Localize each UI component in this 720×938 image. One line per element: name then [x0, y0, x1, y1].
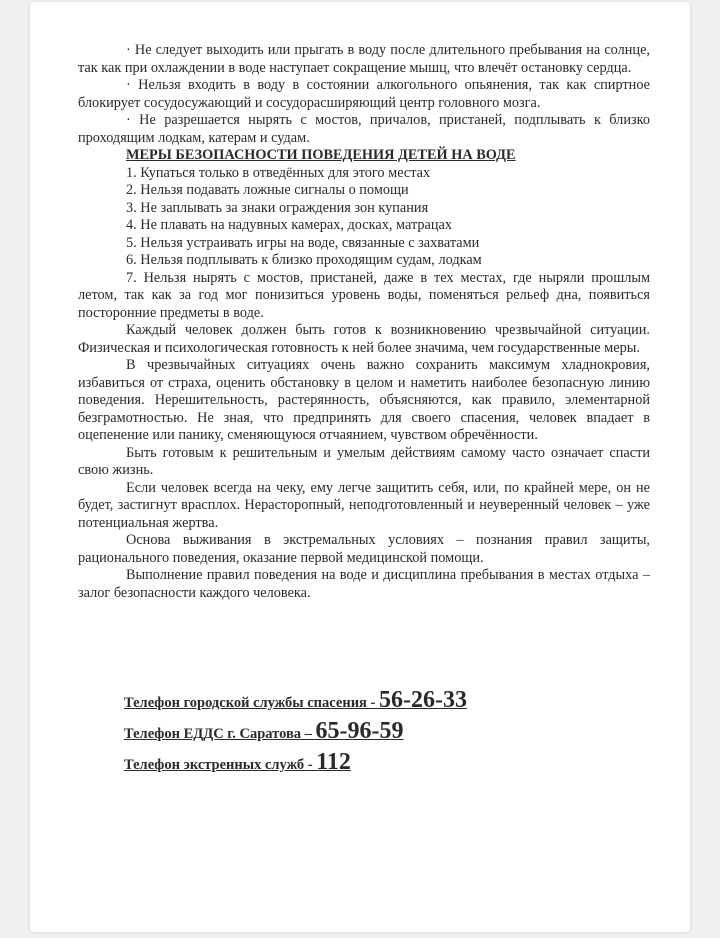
rule-item: 1. Купаться только в отведённых для этого местах: [126, 164, 431, 181]
paragraph-diving-warning: · Не разрешается нырять с мостов, причалов, пристаней, подплывать к близко проходящим лодкам, катерам и судам.: [78, 112, 650, 146]
rule-item: 2. Нельзя подавать ложные сигналы о помощи: [126, 182, 409, 198]
rule-item: 5. Нельзя устраивать игры на воде, связанные с захватами: [126, 234, 480, 251]
contact-label: Телефон городской службы спасения -: [124, 695, 379, 711]
rules-list: [78, 165, 650, 323]
contact-edds-saratov: [124, 718, 467, 745]
contact-emergency-services: [124, 749, 467, 776]
document-page: [30, 2, 690, 932]
paragraph-emergency-behavior: В чрезвычайных ситуациях очень важно сохранить максимум хладнокровия, избавиться от страха, оценить обстановку в целом и наметить наиболее безопасную линию поведения. Нерешительность, растерянность, объясняются, как правило, элементарной безграмотностью. Не зная, что предпринять для своего спасения, человек впадает в оцепенение или панику, сменяющуюся отчаянием, чувством обречённости.: [78, 357, 650, 443]
phone-number[interactable]: 112: [316, 749, 351, 775]
phone-number[interactable]: 65-96-59: [315, 718, 404, 744]
rule-item: 4. Не плавать на надувных камерах, досках, матрацах: [126, 217, 453, 233]
contact-rescue-service: [124, 687, 467, 714]
contact-label: Телефон экстренных служб -: [124, 757, 317, 773]
paragraph-alertness: Если человек всегда на чеку, ему легче защитить себя, или, по крайней мере, он не будет, застигнут врасплох. Нерасторопный, неподготовленный и неуверенный человек – уже потенциальная жертва.: [78, 479, 650, 531]
section-heading: МЕРЫ БЕЗОПАСНОСТИ ПОВЕДЕНИЯ ДЕТЕЙ НА ВОДЕ: [126, 147, 516, 163]
paragraph-sun-warning: · Не следует выходить или прыгать в воду после длительного пребывания на солнце, так как при охлаждении в воде наступает сокращение мышц, что влечёт остановку сердца.: [78, 42, 650, 76]
paragraph-conclusion: Выполнение правил поведения на воде и дисциплина пребывания в местах отдыха – залог безопасности каждого человека.: [78, 567, 650, 601]
document-body: [78, 42, 650, 602]
rule-item: 7. Нельзя нырять с мостов, пристаней, даже в тех местах, где ныряли прошлым летом, так как за год мог понизиться уровень воды, поменяться рельеф дна, появиться посторонние предметы в воде.: [78, 269, 650, 321]
paragraph-survival-basics: Основа выживания в экстремальных условиях – познания правил защиты, рационального поведения, оказание первой медицинской помощи.: [78, 532, 650, 566]
paragraph-readiness: Каждый человек должен быть готов к возникновению чрезвычайной ситуации. Физическая и психологическая готовность к ней более значима, чем государственные меры.: [78, 322, 650, 356]
contact-label: Телефон ЕДДС г. Саратова –: [124, 726, 316, 742]
phone-number[interactable]: 56-26-33: [378, 687, 467, 713]
paragraph-decisive-actions: Быть готовым к решительным и умелым действиям самому часто означает спасти свою жизнь.: [78, 444, 650, 478]
rule-item: 3. Не заплывать за знаки ограждения зон купания: [126, 199, 429, 216]
contacts-block: [124, 687, 467, 780]
paragraph-alcohol-warning: · Нельзя входить в воду в состоянии алкогольного опьянения, так как спиртное блокирует сосудосужающий и сосудорасширяющий центр головного мозга.: [78, 77, 650, 111]
rule-item: 6. Нельзя подплывать к близко проходящим судам, лодкам: [126, 252, 482, 268]
